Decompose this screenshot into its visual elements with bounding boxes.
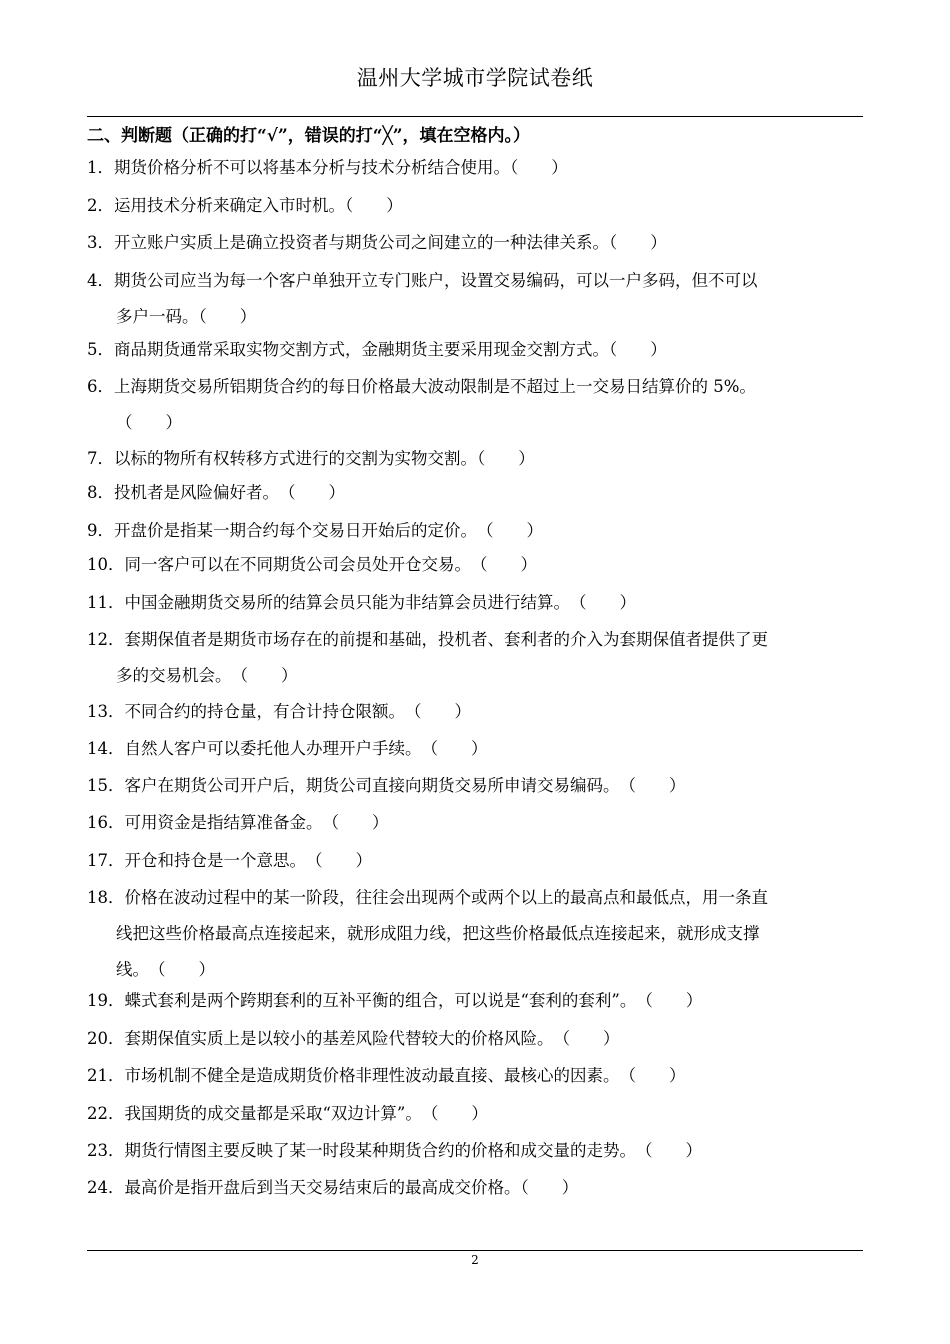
question-text: 不同合约的持仓量，有合计持仓限额。 （ ）: [124, 702, 471, 721]
question-number: 17．: [87, 851, 125, 870]
question-number: 15．: [87, 776, 125, 795]
question-number: 23．: [87, 1141, 125, 1160]
footer-divider: [87, 1250, 863, 1251]
question-continuation: 多的交易机会。 （ ）: [116, 666, 298, 685]
question-continuation: （ ）: [116, 413, 182, 432]
question-item: [87, 332, 867, 368]
question-continuation: 多户一码。（ ）: [116, 307, 257, 326]
question-text: 开仓和持仓是一个意思。 （ ）: [124, 851, 372, 870]
question-text: 套期保值实质上是以较小的基差风险代替较大的价格风险。 （ ）: [124, 1029, 620, 1048]
question-text: 运用技术分析来确定入市时机。（ ）: [114, 196, 403, 215]
question-number: 24．: [87, 1178, 125, 1197]
question-item: [87, 1058, 867, 1094]
question-number: 22．: [87, 1104, 125, 1123]
question-number: 1．: [87, 158, 114, 177]
header-divider: [87, 116, 863, 117]
question-text: 自然人客户可以委托他人办理开户手续。 （ ）: [124, 739, 488, 758]
question-item: [87, 731, 867, 767]
question-text: 市场机制不健全是造成期货价格非理性波动最直接、最核心的因素。 （ ）: [124, 1066, 686, 1085]
question-number: 10．: [87, 555, 125, 574]
page-title: 温州大学城市学院试卷纸: [356, 66, 594, 90]
question-item: [87, 150, 867, 186]
question-number: 14．: [87, 739, 125, 758]
question-text: 开盘价是指某一期合约每个交易日开始后的定价。 （ ）: [114, 521, 543, 540]
question-number: 5．: [87, 340, 114, 359]
question-item: [87, 1096, 867, 1132]
question-item: [87, 225, 867, 261]
question-number: 6．: [87, 377, 114, 396]
question-text: 套期保值者是期货市场存在的前提和基础，投机者、套利者的介入为套期保值者提供了更: [124, 630, 768, 649]
question-number: 8．: [87, 483, 114, 502]
question-continuation: 线。 （ ）: [116, 960, 215, 979]
question-number: 12．: [87, 630, 125, 649]
question-text: 商品期货通常采取实物交割方式，金融期货主要采用现金交割方式。（ ）: [114, 340, 667, 359]
question-text: 期货行情图主要反映了某一时段某种期货合约的价格和成交量的走势。 （ ）: [124, 1141, 702, 1160]
question-text: 上海期货交易所铝期货合约的每日价格最大波动限制是不超过上一交易日结算价的 5%。: [114, 377, 756, 396]
question-continuation: 线把这些价格最高点连接起来，就形成阻力线，把这些价格最低点连接起来，就形成支撑: [116, 924, 760, 943]
question-number: 16．: [87, 813, 125, 832]
question-number: 18．: [87, 888, 125, 907]
question-text: 期货价格分析不可以将基本分析与技术分析结合使用。（ ）: [114, 158, 568, 177]
question-item: [87, 263, 867, 335]
question-text: 期货公司应当为每一个客户单独开立专门账户，设置交易编码，可以一户多码，但不可以: [114, 271, 758, 290]
question-text: 蝶式套利是两个跨期套利的互补平衡的组合，可以说是“套利的套利”。 （ ）: [124, 991, 703, 1010]
question-number: 4．: [87, 271, 114, 290]
question-text: 最高价是指开盘后到当天交易结束后的最高成交价格。（ ）: [124, 1178, 579, 1197]
question-number: 19．: [87, 991, 125, 1010]
question-number: 20．: [87, 1029, 125, 1048]
question-text: 可用资金是指结算准备金。 （ ）: [124, 813, 389, 832]
question-item: [87, 694, 867, 730]
question-text: 客户在期货公司开户后，期货公司直接向期货交易所申请交易编码。 （ ）: [124, 776, 686, 795]
question-item: [87, 983, 867, 1019]
question-item: [87, 441, 867, 477]
question-text: 价格在波动过程中的某一阶段，往往会出现两个或两个以上的最高点和最低点，用一条直: [124, 888, 768, 907]
page-number: 2: [471, 1253, 479, 1267]
question-item: [87, 475, 867, 511]
question-item: [87, 768, 867, 804]
question-text: 同一客户可以在不同期货公司会员处开仓交易。 （ ）: [124, 555, 537, 574]
question-number: 7．: [87, 449, 114, 468]
question-number: 9．: [87, 521, 114, 540]
question-number: 2．: [87, 196, 114, 215]
question-text: 我国期货的成交量都是采取“双边计算”。 （ ）: [124, 1104, 488, 1123]
question-item: [87, 805, 867, 841]
question-number: 3．: [87, 233, 114, 252]
question-text: 开立账户实质上是确立投资者与期货公司之间建立的一种法律关系。（ ）: [114, 233, 667, 252]
question-item: [87, 585, 867, 621]
question-number: 13．: [87, 702, 125, 721]
question-number: 21．: [87, 1066, 125, 1085]
question-item: [87, 188, 867, 224]
question-number: 11．: [87, 593, 125, 612]
question-item: [87, 880, 867, 988]
question-item: [87, 1170, 867, 1206]
question-item: [87, 369, 867, 441]
question-item: [87, 513, 867, 549]
question-item: [87, 1021, 867, 1057]
section-heading: 二、判断题（正确的打“√”，错误的打“╳”，填在空格内。）: [87, 126, 531, 146]
question-item: [87, 1133, 867, 1169]
question-text: 投机者是风险偏好者。 （ ）: [114, 483, 345, 502]
question-item: [87, 622, 867, 694]
question-item: [87, 843, 867, 879]
question-text: 中国金融期货交易所的结算会员只能为非结算会员进行结算。 （ ）: [124, 593, 636, 612]
question-item: [87, 547, 867, 583]
question-text: 以标的物所有权转移方式进行的交割为实物交割。（ ）: [114, 449, 535, 468]
